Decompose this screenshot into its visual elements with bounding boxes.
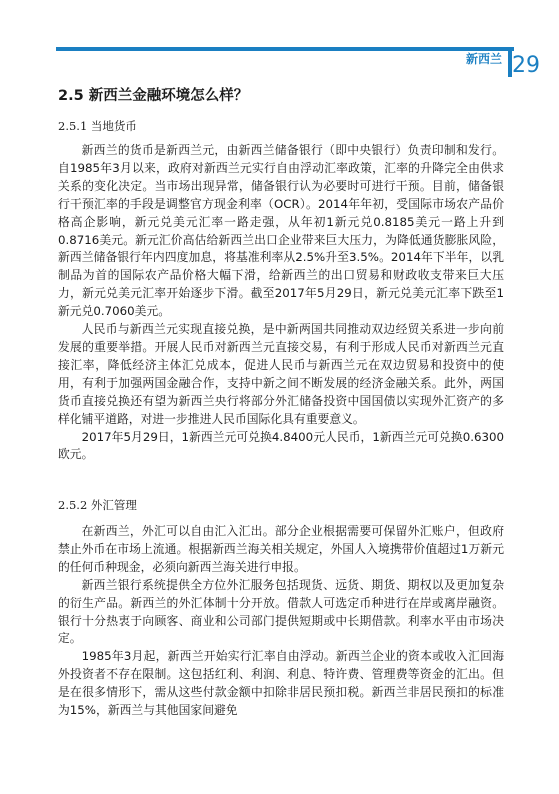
paragraph: 人民币与新西兰元实现直接兑换，是中新两国共同推动双边经贸关系进一步向前发展的重要举措。开展人民币对新西兰元直接交易，有利于形成人民币对新西兰元直接汇率，降低经济主体汇兑成本，促进人民币与新西兰元在双边贸易和投资中的使用，有利于加强两国金融合作，支持中新之间不断发展的经济金融关系。此外，两国货币直接兑换还有望为新西兰央行将部分外汇储备投资中国国债以实现外汇资产的多样化铺平道路，对进一步推进人民币国际化具有重要意义。 — [58, 322, 504, 426]
paragraph: 在新西兰，外汇可以自由汇入汇出。部分企业根据需要可保留外汇账户，但政府禁止外币在市场上流通。根据新西兰海关相关规定，外国人入境携带价值超过1万新元的任何币种现金，必须向新西兰海关进行申报。 — [58, 524, 504, 574]
local-currency-body — [58, 142, 504, 464]
paragraph: 1985年3月起，新西兰开始实行汇率自由浮动。新西兰企业的资本或收入汇回海外投资者不存在限制。这包括红利、利润、利息、特许费、管理费等资金的汇出。但是在很多情形下，需从这些付款金额中扣除非居民预扣税。新西兰非居民预扣的标准为15%，新西兰与其他国家间避免 — [58, 649, 504, 718]
paragraph: 2017年5月29日，1新西兰元可兑换4.8400元人民币，1新西兰元可兑换0.6300欧元。 — [58, 429, 504, 462]
header-rule — [56, 47, 514, 51]
subsection-title-forex-management: 2.5.2 外汇管理 — [58, 498, 137, 512]
running-header-title: 新西兰 — [466, 52, 503, 66]
paragraph: 新西兰银行系统提供全方位外汇服务包括现货、远货、期货、期权以及更加复杂的衍生产品。新西兰的外汇体制十分开放。借款人可选定币种进行在岸或离岸融资。银行十分热衷于向顾客、商业和公司部门提供短期或中长期借款。利率水平由市场决定。 — [58, 577, 504, 646]
subsection-title-local-currency: 2.5.1 当地货币 — [58, 119, 137, 133]
page-number: 29 — [512, 53, 540, 78]
section-title: 2.5 新西兰金融环境怎么样？ — [58, 88, 249, 104]
forex-management-body — [58, 523, 504, 720]
paragraph: 新西兰的货币是新西兰元，由新西兰储备银行（即中央银行）负责印制和发行。自1985年3月以来，政府对新西兰元实行自由浮动汇率政策，汇率的升降完全由供求关系的变化决定。当市场出现异常，储备银行认为必要时可进行干预。目前，储备银行干预汇率的手段是调整官方现金利率（OCR）。2014年年初，受国际市场农产品价格高企影响，新元兑美元汇率一路走强，从年初1新元兑0.8185美元一路上升到0.8716美元。新元汇价高估给新西兰出口企业带来巨大压力，为降低通货膨胀风险，新西兰储备银行年内四度加息，将基准利率从2.5%升至3.5%。2014年下半年，以乳制品为首的国际农产品价格大幅下滑，给新西兰的出口贸易和财政收支带来巨大压力，新元兑美元汇率开始逐步下滑。截至2017年5月29日，新元兑美元汇率下跌至1新元兑0.7060美元。 — [58, 143, 504, 319]
